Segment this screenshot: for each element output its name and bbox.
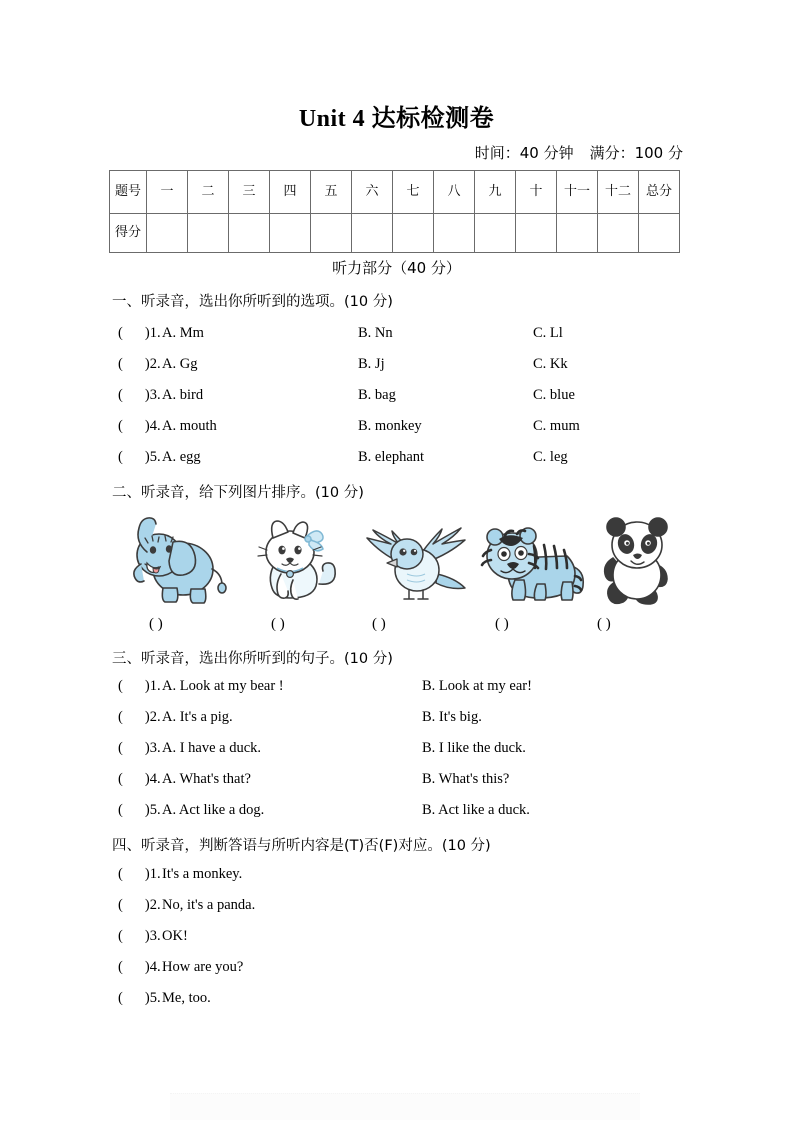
score-table-col-1: 一 <box>147 171 188 214</box>
statement-s4-4: How are you? <box>162 959 244 975</box>
section-1-row-3 <box>118 387 718 409</box>
exam-time: 时间：40 分钟 <box>474 144 574 162</box>
score-table-col-2: 二 <box>188 171 229 214</box>
score-table-col-6: 六 <box>352 171 393 214</box>
elephant-icon <box>117 512 235 608</box>
option-b-s3-2[interactable]: B. It's big. <box>422 709 482 725</box>
option-a-s1-4[interactable]: A. mouth <box>162 418 217 434</box>
section-4-row-1 <box>118 866 718 888</box>
section-3-row-2 <box>118 709 718 731</box>
section-1-heading: 一、听录音，选出你所听到的选项。(10 分) <box>112 294 393 310</box>
page-title-unit: Unit 4 <box>298 106 366 132</box>
score-table-row-label-char1: 题号 <box>114 183 141 199</box>
score-cell-9[interactable] <box>475 214 516 253</box>
score-cell-10[interactable] <box>516 214 557 253</box>
cat-icon <box>237 512 355 608</box>
score-cell-2[interactable] <box>188 214 229 253</box>
picture-bracket-3[interactable]: ( ) <box>372 616 386 632</box>
section-1-row-1 <box>118 325 718 347</box>
option-c-s1-5[interactable]: C. leg <box>533 449 568 465</box>
score-table-col-8: 八 <box>434 171 475 214</box>
answer-blank-s4-5[interactable]: ( )5. <box>118 990 161 1006</box>
page-watermark <box>170 1093 640 1120</box>
option-c-s1-1[interactable]: C. Ll <box>533 325 563 341</box>
option-a-s3-4[interactable]: A. What's that? <box>162 771 251 787</box>
section-1-row-5 <box>118 449 718 471</box>
score-table-col-12 <box>598 171 639 214</box>
score-cell-3[interactable] <box>229 214 270 253</box>
option-c-s1-2[interactable]: C. Kk <box>533 356 568 372</box>
section-3-row-1 <box>118 678 718 700</box>
score-table-col-3: 三 <box>229 171 270 214</box>
section-3-heading: 三、听录音，选出你所听到的句子。(10 分) <box>112 651 393 667</box>
answer-blank-s4-1[interactable]: ( )1. <box>118 866 161 882</box>
score-cell-12[interactable] <box>598 214 639 253</box>
picture-answer-brackets <box>109 616 689 640</box>
page-title-cn: 达标检测卷 <box>371 104 495 132</box>
section-3-row-5 <box>118 802 718 824</box>
section-3-row-3 <box>118 740 718 762</box>
option-c-s1-4[interactable]: C. mum <box>533 418 580 434</box>
page-title <box>0 98 793 133</box>
answer-blank-s4-3[interactable]: ( )3. <box>118 928 161 944</box>
tiger-icon <box>471 512 589 608</box>
picture-bracket-5[interactable]: ( ) <box>597 616 611 632</box>
score-table-col-total-text: 总分 <box>645 183 672 199</box>
statement-s4-5: Me, too. <box>162 990 211 1006</box>
score-table-col-12-text: 十二 <box>604 183 631 199</box>
option-b-s1-4[interactable]: B. monkey <box>358 418 422 434</box>
section-1-row-4 <box>118 418 718 440</box>
statement-s4-2: No, it's a panda. <box>162 897 256 913</box>
exam-meta <box>475 142 683 163</box>
section-4-row-5 <box>118 990 718 1012</box>
option-b-s1-1[interactable]: B. Nn <box>358 325 393 341</box>
option-a-s1-1[interactable]: A. Mm <box>162 325 204 341</box>
score-table-col-4: 四 <box>270 171 311 214</box>
option-b-s3-4[interactable]: B. What's this? <box>422 771 510 787</box>
score-table-col-total <box>639 171 680 214</box>
bird-icon <box>357 512 475 608</box>
score-cell-11[interactable] <box>557 214 598 253</box>
option-b-s1-5[interactable]: B. elephant <box>358 449 425 465</box>
exam-total-score: 满分：100 分 <box>589 144 683 162</box>
answer-blank-s3-3[interactable]: ( )3. <box>118 740 161 756</box>
score-table <box>109 170 680 253</box>
option-a-s1-3[interactable]: A. bird <box>162 387 204 403</box>
score-cell-6[interactable] <box>352 214 393 253</box>
option-c-s1-3[interactable]: C. blue <box>533 387 575 403</box>
score-table-col-9: 九 <box>475 171 516 214</box>
score-table-col-7: 七 <box>393 171 434 214</box>
score-cell-1[interactable] <box>147 214 188 253</box>
answer-blank-s3-2[interactable]: ( )2. <box>118 709 161 725</box>
option-b-s1-3[interactable]: B. bag <box>358 387 396 403</box>
section-3-row-4 <box>118 771 718 793</box>
option-a-s3-1[interactable]: A. Look at my bear ! <box>162 678 284 694</box>
picture-bracket-2[interactable]: ( ) <box>271 616 285 632</box>
option-a-s1-5[interactable]: A. egg <box>162 449 201 465</box>
option-b-s3-3[interactable]: B. I like the duck. <box>422 740 526 756</box>
score-table-row-label <box>110 171 147 214</box>
option-b-s3-5[interactable]: B. Act like a duck. <box>422 802 530 818</box>
answer-blank-s1-2[interactable]: ( )2. <box>118 356 161 372</box>
answer-blank-s1-3[interactable]: ( )3. <box>118 387 161 403</box>
option-b-s3-1[interactable]: B. Look at my ear! <box>422 678 532 694</box>
score-table-row-label-score <box>110 214 147 253</box>
score-cell-5[interactable] <box>311 214 352 253</box>
section-2-heading: 二、听录音，给下列图片排序。(10 分) <box>112 485 364 501</box>
statement-s4-3: OK! <box>162 928 188 944</box>
table-row-scores <box>110 214 680 253</box>
answer-blank-s3-5[interactable]: ( )5. <box>118 802 161 818</box>
score-table-row-label-score-char1: 得分 <box>114 224 141 240</box>
score-cell-7[interactable] <box>393 214 434 253</box>
section-1-row-2 <box>118 356 718 378</box>
score-table-col-5: 五 <box>311 171 352 214</box>
table-row-question-numbers <box>110 171 680 214</box>
score-cell-8[interactable] <box>434 214 475 253</box>
answer-blank-s1-1[interactable]: ( )1. <box>118 325 161 341</box>
option-a-s3-2[interactable]: A. It's a pig. <box>162 709 233 725</box>
section-4-row-4 <box>118 959 718 981</box>
score-cell-4[interactable] <box>270 214 311 253</box>
answer-blank-s4-4[interactable]: ( )4. <box>118 959 161 975</box>
answer-blank-s3-4[interactable]: ( )4. <box>118 771 161 787</box>
score-table-col-10: 十 <box>516 171 557 214</box>
picture-bracket-4[interactable]: ( ) <box>495 616 509 632</box>
option-a-s3-5[interactable]: A. Act like a dog. <box>162 802 265 818</box>
answer-blank-s3-1[interactable]: ( )1. <box>118 678 161 694</box>
score-table-col-11-text: 十一 <box>563 183 590 199</box>
score-table-col-11 <box>557 171 598 214</box>
section-4-row-3 <box>118 928 718 950</box>
answer-blank-s4-2[interactable]: ( )2. <box>118 897 161 913</box>
score-cell-total[interactable] <box>639 214 680 253</box>
section-4-row-2 <box>118 897 718 919</box>
answer-blank-s1-5[interactable]: ( )5. <box>118 449 161 465</box>
option-a-s3-3[interactable]: A. I have a duck. <box>162 740 262 756</box>
picture-bracket-1[interactable]: ( ) <box>149 616 163 632</box>
section-4-heading: 四、听录音，判断答语与所听内容是(T)否(F)对应。(10 分) <box>112 838 491 854</box>
option-b-s1-2[interactable]: B. Jj <box>358 356 385 372</box>
answer-blank-s1-4[interactable]: ( )4. <box>118 418 161 434</box>
panda-icon <box>587 512 705 608</box>
statement-s4-1: It's a monkey. <box>162 866 243 882</box>
listening-part-header: 听力部分（40 分） <box>332 259 461 277</box>
picture-ordering-strip <box>109 512 689 642</box>
option-a-s1-2[interactable]: A. Gg <box>162 356 198 372</box>
